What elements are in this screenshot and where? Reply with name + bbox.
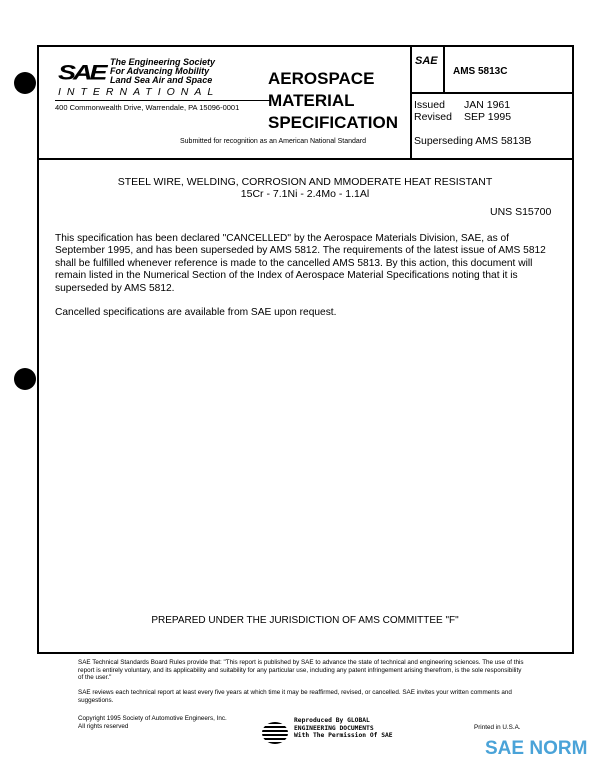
international-text: INTERNATIONAL (58, 86, 220, 98)
punch-hole (14, 72, 36, 94)
copyright (78, 715, 227, 730)
composition: 15Cr - 7.1Ni - 2.4Mo - 1.1Al (240, 188, 370, 200)
reproduced-stamp (294, 717, 393, 740)
prepared-statement: PREPARED UNDER THE JURISDICTION OF AMS COMMITTEE "F" (151, 615, 459, 626)
address: 400 Commonwealth Drive, Warrendale, PA 15096-0001 (55, 100, 270, 112)
uns-number: UNS S15700 (490, 206, 552, 218)
subject (40, 176, 570, 200)
globe-icon (262, 722, 288, 744)
body-text (55, 233, 555, 331)
rights-line: All rights reserved (78, 722, 129, 730)
punch-hole (14, 368, 36, 390)
revised-label: Revised (414, 111, 452, 123)
title-line: AEROSPACE (268, 69, 375, 88)
divider (410, 92, 572, 94)
stamp-line: Reproduced By GLOBAL (294, 717, 370, 724)
tagline-line: Land Sea Air and Space (110, 75, 213, 85)
sae-logo: SAE (58, 60, 105, 85)
revised-date: SEP 1995 (464, 111, 512, 123)
revision-info (414, 99, 531, 147)
printed-in: Printed in U.S.A. (474, 724, 521, 731)
tagline (110, 58, 215, 85)
sae-mark: SAE (415, 55, 438, 67)
tagline-line: For Advancing Mobility (110, 66, 210, 76)
title-line: MATERIAL (268, 91, 355, 110)
submitted-note: Submitted for recognition as an American National Standard (180, 138, 366, 145)
title-line: SPECIFICATION (268, 113, 399, 132)
paragraph: Cancelled specifications are available from SAE upon request. (55, 307, 337, 319)
rules-note: SAE Technical Standards Board Rules provide that: "This report is published by SAE to advance the state of technical and engineering sciences. The use of this report is entirely voluntary, and its applicability and suitability for any particular use, including any patent infringement arising therefrom, is the sole responsibility of the user." (78, 659, 524, 681)
issued-date: JAN 1961 (464, 99, 511, 111)
superseding: Superseding AMS 5813B (414, 135, 532, 147)
divider (443, 45, 445, 92)
divider (37, 158, 572, 160)
watermark: SAE NORM (485, 738, 588, 759)
paragraph: This specification has been declared "CANCELLED" by the Aerospace Materials Division, SAE, as of September 1995, and has been superseded by AMS 5812. The requirements of the latest issue of AMS 5812 shall be fulfilled whenever reference is made to the cancelled AMS 5813. By this action, this document will remain listed in the Numerical Section of the Index of Aerospace Material Specifications noting that it is superseded by AMS 5812. (55, 233, 546, 294)
issued-label: Issued (414, 99, 445, 111)
copyright-line: Copyright 1995 Society of Automotive Engineers, Inc. (78, 715, 227, 722)
document-title (268, 68, 398, 134)
tagline-line: The Engineering Society (110, 57, 216, 67)
document-number: AMS 5813C (453, 66, 508, 77)
subject-line: STEEL WIRE, WELDING, CORROSION AND MMODERATE HEAT RESISTANT (117, 176, 493, 188)
stamp-line: ENGINEERING DOCUMENTS (294, 724, 374, 732)
divider (410, 45, 412, 158)
review-note: SAE reviews each technical report at least every five years at which time it may be reaffirmed, revised, or cancelled. SAE invites your written comments and suggestions. (78, 689, 512, 704)
stamp-line: With The Permission Of SAE (294, 732, 393, 739)
